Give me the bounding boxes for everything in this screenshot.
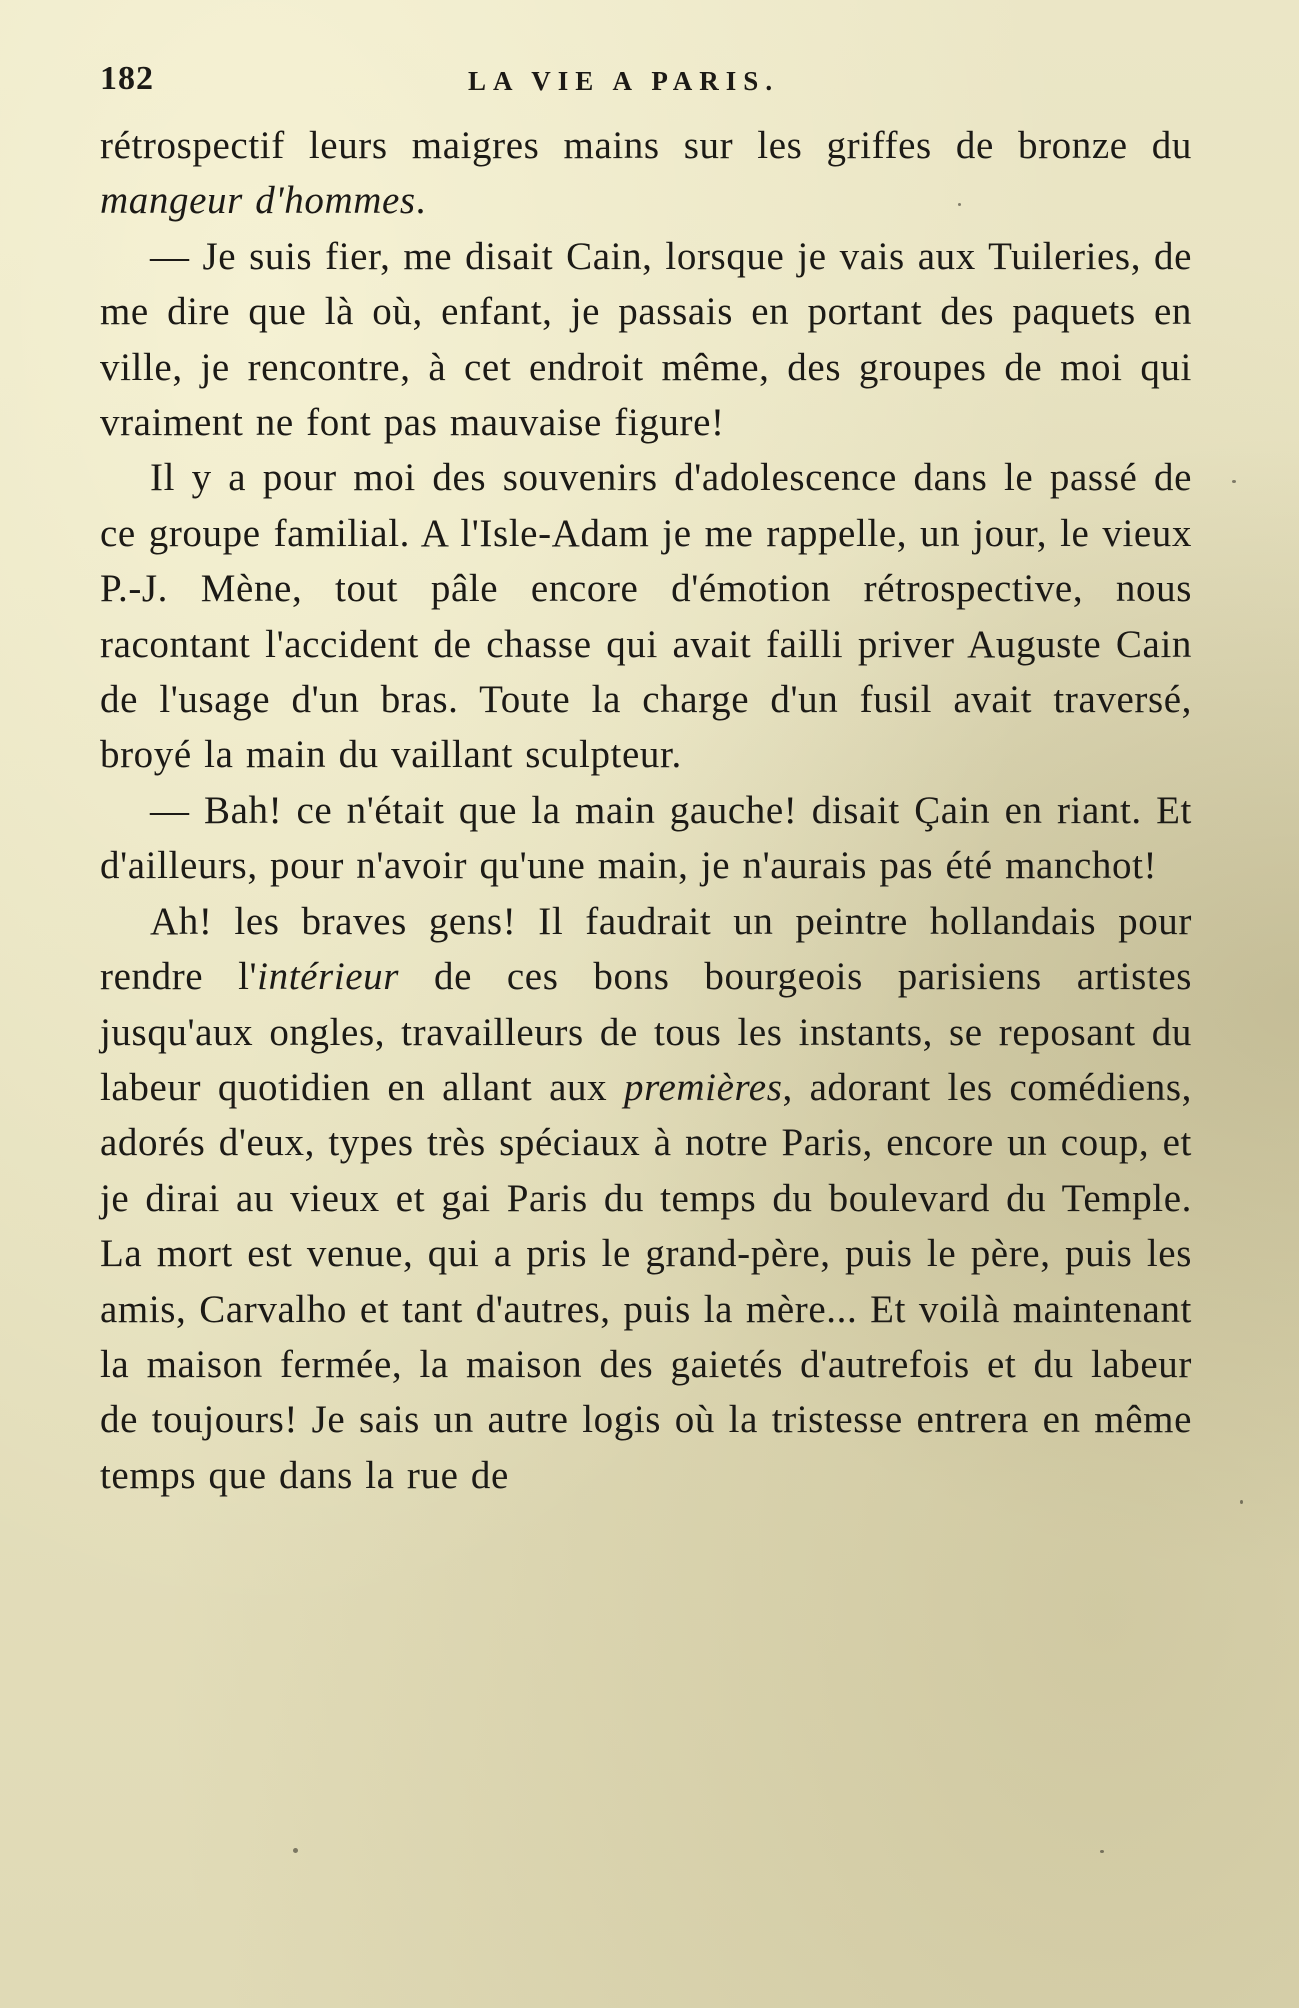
italic-span: premières bbox=[624, 1065, 783, 1109]
text-span: — Je suis fier, me disait Cain, lorsque je vais aux Tuileries, de me dire que là où, enfant, je passais en portant des paquets en ville, je rencontre, à cet endroit même, des groupes de moi qui vraiment ne font pas mauvaise figure! bbox=[100, 234, 1192, 445]
paragraph-2 bbox=[100, 229, 1192, 451]
text-span: rétrospectif leurs maigres mains sur les griffes de bronze du bbox=[100, 124, 1192, 167]
paper-speck bbox=[1240, 1500, 1243, 1504]
running-header bbox=[100, 60, 1180, 100]
paragraph-3 bbox=[100, 450, 1192, 782]
text-span: . bbox=[415, 179, 427, 223]
text-span: de ces bons bourgeois parisiens artistes jusqu'aux ongles, travailleurs de tous les instants, se reposant du labeur quotidien en allant aux bbox=[100, 955, 1193, 1109]
text-span: , adorant les comédiens, adorés d'eux, types très spéciaux à notre Paris, encore un coup, et je dirai au vieux et gai Paris du temps du boulevard du Temple. La mort est venue, qui a pris le grand-père, puis le père, puis les amis, Carvalho et tant d'autres, puis la mère... Et voilà maintenant la maison fermée, la maison des gaietés d'autrefois et du labeur de toujours! Je sais un autre logis où la tristesse entrera en même temps que dans la rue de bbox=[100, 1065, 1192, 1497]
paragraph-1 bbox=[100, 118, 1192, 229]
body-text bbox=[100, 118, 1192, 1503]
paragraph-4 bbox=[100, 783, 1192, 894]
paper-speck bbox=[958, 203, 961, 206]
italic-span: mangeur d'hommes bbox=[100, 179, 416, 223]
paper-speck bbox=[1232, 480, 1236, 483]
paragraph-5 bbox=[100, 894, 1192, 1503]
running-title: LA VIE A PARIS. bbox=[468, 66, 780, 96]
page-number: 182 bbox=[100, 60, 154, 97]
text-span: Il y a pour moi des souvenirs d'adolescence dans le passé de ce groupe familial. A l'Isle-Adam je me rappelle, un jour, le vieux P.-J. Mène, tout pâle encore d'émotion rétrospective, nous racontant l'accident de chasse qui avait failli priver Auguste Cain de l'usage d'un bras. Toute la charge d'un fusil avait traversé, broyé la main du vaillant sculpteur. bbox=[100, 456, 1192, 777]
paper-speck bbox=[293, 1848, 298, 1853]
paper-speck bbox=[1100, 1850, 1104, 1853]
italic-span: intérieur bbox=[257, 955, 400, 999]
text-span: Ah! les braves gens! Il faudrait un peintre hollandais pour rendre l' bbox=[100, 899, 1192, 999]
text-span: — Bah! ce n'était que la main gauche! disait Çain en riant. Et d'ailleurs, pour n'avoir qu'une main, je n'aurais pas été manchot! bbox=[100, 788, 1192, 888]
